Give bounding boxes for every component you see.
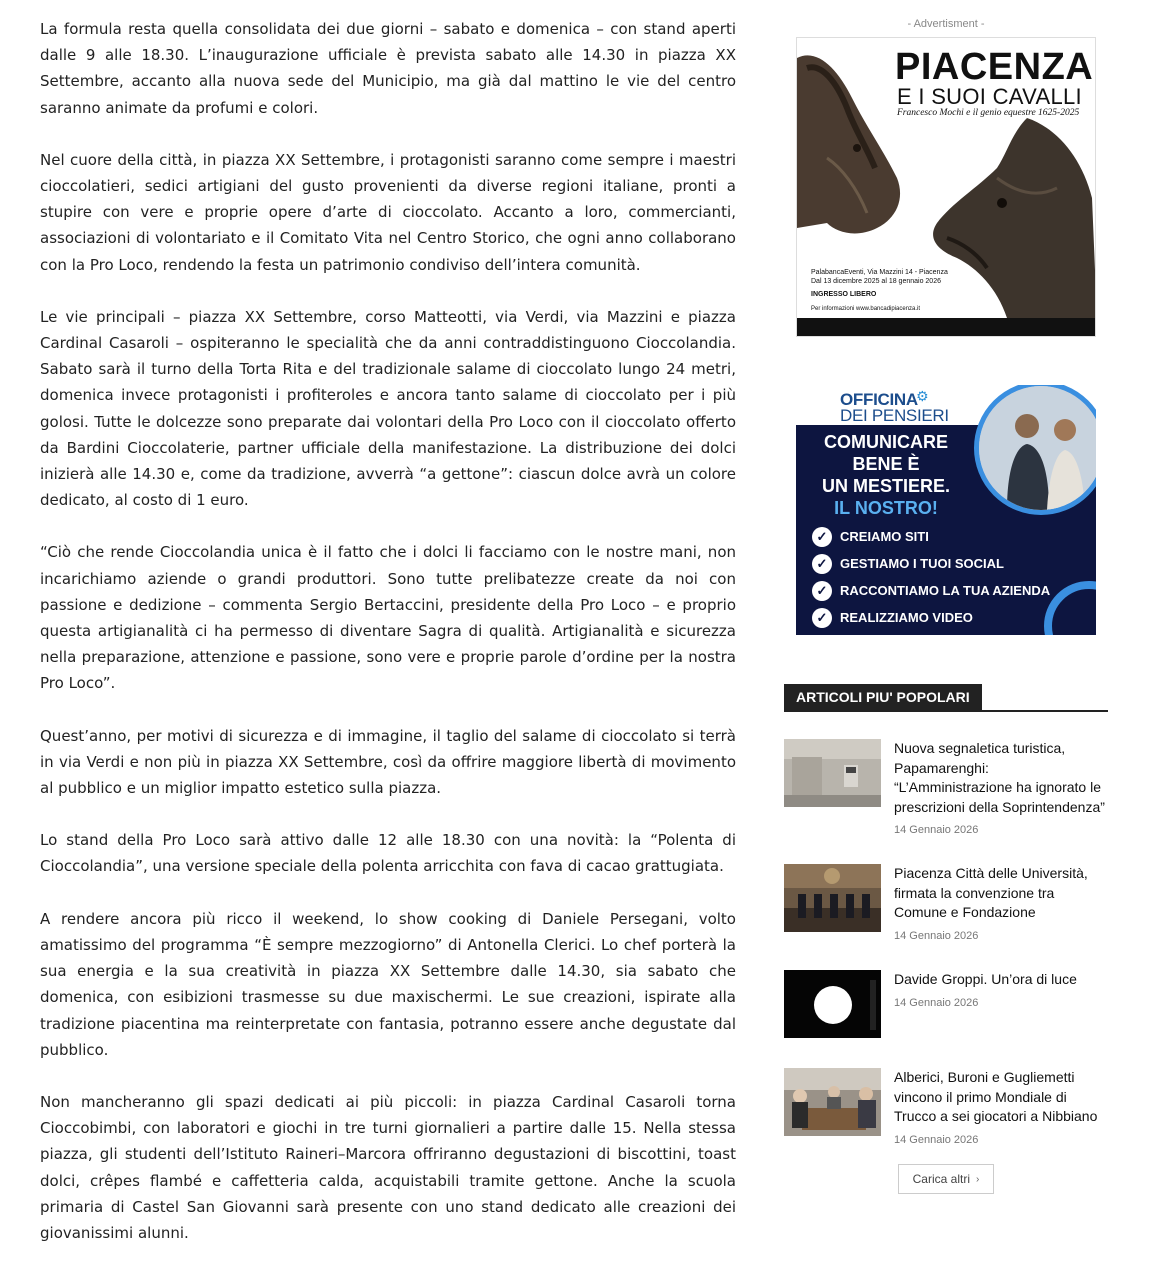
light-circle-image: [784, 970, 881, 1038]
ad2-logo-line2: DEI PENSIERI: [840, 406, 949, 425]
article-paragraph: Lo stand della Pro Loco sarà attivo dalle 12 alle 18.30 con una novità: la “Polenta di Cioccolandia”, una versione speciale della polenta arricchita con fava di cacao grattugiata.: [40, 831, 736, 876]
ad-more-info: Per informazioni www.bancadipiacenza.it: [811, 306, 921, 312]
chevron-right-icon: ›: [976, 1173, 980, 1185]
article-thumbnail[interactable]: [784, 864, 881, 932]
ad-piacenza-cavalli[interactable]: [796, 37, 1096, 337]
article-paragraph: A rendere ancora più ricco il weekend, lo show cooking di Daniele Persegani, volto amatissimo del programma “È sempre mezzogiorno” di Antonella Clerici. Lo chef porterà la sua energia e la sua creatività in piazza XX Settembre dalle 14.30, sia sabato che domenica, con esibizioni trasmesse su due maxischermi. Le sue creazioni, ispirate alla tradizione piacentina ma reinterpretate con fantasia, potranno essere anche degustate dal pubblico.: [40, 909, 736, 1059]
ad2-logo-line1: OFFICINA: [840, 390, 918, 409]
ad-entry: INGRESSO LIBERO: [811, 291, 877, 298]
check-icon: ✓: [812, 608, 832, 628]
check-icon: ✓: [812, 527, 832, 547]
popular-articles-title: ARTICOLI PIU' POPOLARI: [784, 684, 982, 710]
ad-info: [811, 268, 1011, 299]
article-paragraph: Quest’anno, per motivi di sicurezza e di immagine, il taglio del salame di cioccolato si terrà in via Verdi e non più in piazza XX Settembre, così da offrire maggiore libertà di movimento al pubblico e un miglior impatto estetico sulla piazza.: [40, 726, 736, 798]
article-date: 14 Gennaio 2026: [894, 997, 979, 1009]
wall-photo-image: [784, 739, 881, 807]
horse-statue-left-image: [797, 38, 907, 268]
load-more-label: Carica altri: [912, 1172, 970, 1186]
ad2-headline-line: COMUNICARE: [824, 432, 948, 452]
article-date: 14 Gennaio 2026: [894, 824, 979, 836]
ad2-service-item: [812, 604, 1050, 631]
advertisment-label: - Advertisment -: [907, 18, 985, 30]
ad-sponsor-strip: [797, 318, 1096, 337]
ad2-headline: [796, 431, 976, 519]
article-paragraph: Le vie principali – piazza XX Settembre, corso Matteotti, via Verdi, via Mazzini e piazza Cardinal Casaroli – ospiteranno le specialità che da anni contraddistinguono Cioccolandia. Sabato sarà il turno della Torta Rita e del tradizionale salame di cioccolato lungo 24 metri, domenica invece protagonisti i profiteroles e ancora tanto salame di cioccolato per i più golosi. Tutte le dolcezze sono preparate dai volontari della Pro Loco con il cioccolato offerto da Bardini Cioccolaterie, partner ufficiale della manifestazione. La distribuzione dei dolci inizierà alle 14.30 e, come da tradizione, avverrà “a gettone”: ciascun dolce avrà un colore dedicato, al costo di 1 euro.: [40, 307, 736, 510]
ad2-service-label: REALIZZIAMO VIDEO: [840, 610, 973, 625]
ad2-headline-line: UN MESTIERE.: [821, 476, 950, 496]
ad-tagline: Francesco Mochi e il genio equestre 1625-2025: [897, 108, 1080, 118]
article-title-link[interactable]: Nuova segnaletica turistica, Papamarenghi: “L’Amministrazione ha ignorato le prescrizioni della Soprintendenza”: [894, 740, 1105, 815]
popular-articles-header: [784, 684, 1108, 712]
people-photo-image: [979, 386, 1096, 510]
article-thumbnail[interactable]: [784, 1068, 881, 1136]
ad2-decorative-arc: [1044, 581, 1096, 635]
check-icon: ✓: [812, 554, 832, 574]
ad-title: PIACENZA: [895, 46, 1094, 88]
ad-subtitle: E I SUOI CAVALLI: [897, 84, 1082, 109]
ad2-service-item: [812, 577, 1050, 604]
article-body: [40, 16, 736, 1272]
load-more-button[interactable]: [898, 1164, 994, 1194]
article-thumbnail[interactable]: [784, 739, 881, 807]
article-paragraph: Nel cuore della città, in piazza XX Settembre, i protagonisti saranno come sempre i maestri cioccolatieri, sedici artigiani del gusto provenienti da diverse regioni italiane, pronti a stupire con vere e proprie opere d’arte di cioccolato. Accanto a loro, commercianti, associazioni di volontariato e il Comitato Vita nel Centro Storico, che ogni anno collaborano con la Pro Loco, rendendo la festa un patrimonio condiviso dell’intera comunità.: [40, 150, 736, 274]
ad2-service-item: [812, 523, 1050, 550]
article-paragraph: “Ciò che rende Cioccolandia unica è il fatto che i dolci li facciamo con le nostre mani, non incarichiamo aziende o grandi produttori. Sono tutte prelibatezze create da noi con passione e dedizione – commenta Sergio Bertaccini, presidente della Pro Loco – e proprio questa artigianalità ci ha permesso di diventare Sagra di qualità. Artigianalità e sicurezza nella preparazione, attenzione e passione, sono vere e proprie parole d’ordine per la nostra Pro Loco”.: [40, 543, 736, 693]
ad2-service-label: CREIAMO SITI: [840, 529, 929, 544]
article-date: 14 Gennaio 2026: [894, 1134, 979, 1146]
ad2-people-photo: [974, 385, 1096, 515]
article-date: 14 Gennaio 2026: [894, 930, 979, 942]
ceremony-photo-image: [784, 864, 881, 932]
ad-venue: PalabancaEventi, Via Mazzini 14 - Piacenza: [811, 269, 948, 276]
article-title-link[interactable]: Davide Groppi. Un’ora di luce: [894, 971, 1077, 987]
article-title-link[interactable]: Alberici, Buroni e Gugliemetti vincono il primo Mondiale di Trucco a sei giocatori a Nibbiano: [894, 1069, 1098, 1125]
check-icon: ✓: [812, 581, 832, 601]
article-paragraph: Non mancheranno gli spazi dedicati ai più piccoli: in piazza Cardinal Casaroli torna Cioccobimbi, con laboratori e giochi in tre turni giornalieri a partire dalle 15. Nella stessa piazza, gli studenti dell’Istituto Raineri–Marcora offriranno degustazioni di biscottini, toast dolci, crêpes flambé e caffetteria calda, acquistabili tramite gettone. Anche la scuola primaria di Castel San Giovanni sarà presente con uno stand dedicato alle creazioni dei giovanissimi alunni.: [40, 1092, 736, 1242]
card-players-image: [784, 1068, 881, 1136]
ad-dates: Dal 13 dicembre 2025 al 18 gennaio 2026: [811, 278, 941, 285]
ad2-service-item: [812, 550, 1050, 577]
article-thumbnail[interactable]: [784, 970, 881, 1038]
article-paragraph: La formula resta quella consolidata dei due giorni – sabato e domenica – con stand aperti dalle 9 alle 18.30. L’inaugurazione ufficiale è prevista sabato alle 14.30 in piazza XX Settembre, accanto alla nuova sede del Municipio, ma già dal mattino le vie del centro saranno animate da profumi e colori.: [40, 20, 736, 117]
ad2-service-label: GESTIAMO I TUOI SOCIAL: [840, 556, 1004, 571]
ad2-services-list: [812, 523, 1050, 631]
ad-officina-dei-pensieri[interactable]: [796, 385, 1096, 635]
ad2-headline-highlight: IL NOSTRO!: [834, 498, 938, 518]
ad2-service-label: RACCONTIAMO LA TUA AZIENDA: [840, 583, 1051, 598]
ad2-headline-line: BENE È: [852, 454, 920, 474]
article-title-link[interactable]: Piacenza Città delle Università, firmata la convenzione tra Comune e Fondazione: [894, 865, 1088, 921]
gear-icon: ⚙: [916, 389, 929, 405]
